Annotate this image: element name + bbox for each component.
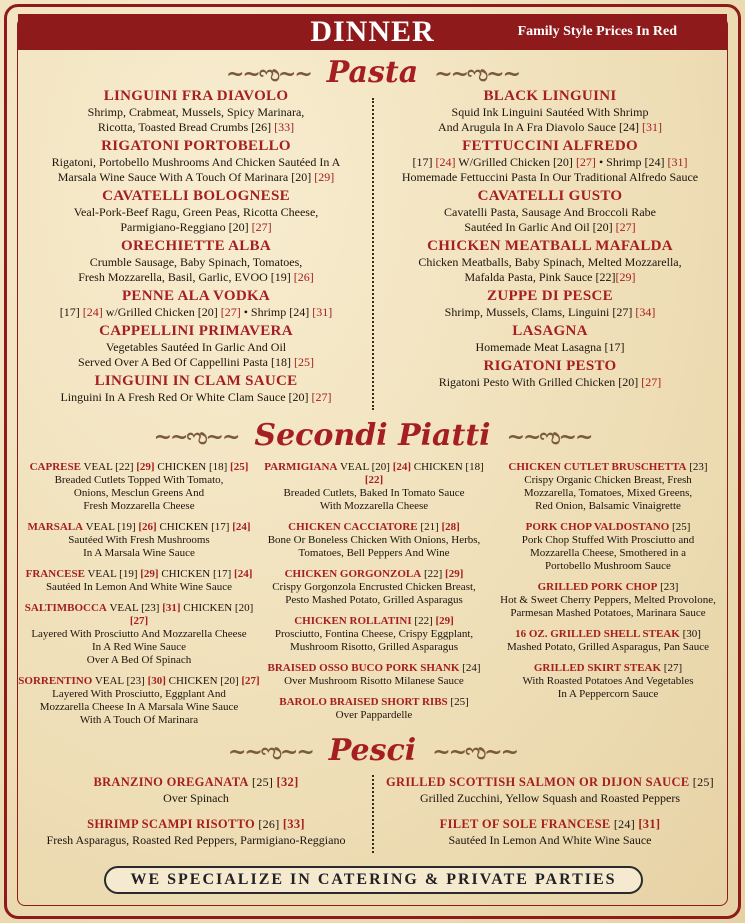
pasta-title-row bbox=[0, 55, 745, 90]
family-price: [34] bbox=[635, 305, 656, 319]
description-text: Sautéed In Garlic And Oil [20] bbox=[464, 220, 616, 234]
price-label: [25] bbox=[669, 521, 691, 533]
family-price: [27] bbox=[251, 220, 272, 234]
family-price: [27] bbox=[220, 305, 241, 319]
secondi-title-row bbox=[0, 418, 745, 453]
family-price: [32] bbox=[276, 775, 299, 789]
catering-banner: WE SPECIALIZE IN CATERING & PRIVATE PARTIES bbox=[104, 866, 643, 894]
price-label: [23] bbox=[657, 581, 679, 593]
price-label: VEAL [22] bbox=[80, 461, 137, 473]
description-text: Ricotta, Toasted Bread Crumbs [26] bbox=[97, 120, 275, 134]
description-text: W/Grilled Chicken [20] bbox=[455, 155, 576, 169]
menu-item-heading bbox=[258, 568, 490, 581]
swirl-ornament-icon: ~~ಌ~~ bbox=[227, 739, 313, 765]
menu-item-name: MARSALA bbox=[27, 521, 84, 533]
family-price: [27] bbox=[241, 675, 260, 687]
menu-item-description: Breaded Cutlets, Baked In Tomato Sauce bbox=[283, 487, 465, 499]
menu-item-description: Onions, Mesclun Greens And bbox=[73, 487, 205, 499]
menu-item-heading bbox=[18, 675, 260, 688]
menu-item-name: CHICKEN GORGONZOLA bbox=[284, 568, 422, 580]
menu-item-description bbox=[26, 340, 366, 355]
menu-item-description bbox=[380, 305, 720, 320]
price-label: [25] bbox=[447, 696, 469, 708]
menu-item-name: CHICKEN ROLLATINI bbox=[294, 615, 412, 627]
price-label: VEAL [23] bbox=[92, 675, 148, 687]
menu-item-name: FILET OF SOLE FRANCESE bbox=[439, 817, 611, 831]
price-label: [30] bbox=[679, 628, 701, 640]
description-text: Shrimp, Mussels, Clams, Linguini [27] bbox=[444, 305, 636, 319]
menu-item-description: Fresh Mozzarella Cheese bbox=[83, 500, 195, 512]
menu-item-description bbox=[380, 205, 720, 220]
menu-item-name: BRANZINO OREGANATA bbox=[93, 775, 249, 789]
menu-item-name: ORECHIETTE ALBA bbox=[121, 238, 271, 254]
menu-item-description: Prosciutto, Fontina Cheese, Crispy Eggplant, bbox=[274, 628, 474, 640]
header-bar bbox=[18, 14, 727, 50]
family-price: [29] bbox=[435, 615, 454, 627]
description-text: Marsala Wine Sauce With A Touch Of Marinara [20] bbox=[57, 170, 315, 184]
family-price: [29] bbox=[314, 170, 335, 184]
description-text: Linguini In A Fresh Red Or White Clam Sauce [20] bbox=[60, 390, 312, 404]
menu-item-description: With Roasted Potatoes And Vegetables bbox=[522, 675, 694, 687]
price-label: CHICKEN [18] bbox=[411, 461, 484, 473]
menu-item-name: GRILLED SKIRT STEAK bbox=[533, 662, 662, 674]
family-price: [26] bbox=[293, 270, 314, 284]
price-label: [25] bbox=[248, 775, 277, 789]
menu-item-heading bbox=[258, 696, 490, 709]
menu-item-heading bbox=[490, 461, 726, 474]
family-price: [27] bbox=[129, 615, 149, 627]
price-label: CHICKEN [17] bbox=[158, 568, 235, 580]
menu-item-name: RIGATONI PORTOBELLO bbox=[101, 138, 291, 154]
description-text: Rigatoni, Portobello Mushrooms And Chicken Sautéed In A bbox=[51, 155, 341, 169]
menu-item-description bbox=[26, 205, 366, 220]
menu-item-name: BAROLO BRAISED SHORT RIBS bbox=[279, 696, 448, 708]
menu-item-heading bbox=[18, 461, 260, 474]
menu-item-heading bbox=[490, 581, 726, 594]
menu-item-description bbox=[26, 120, 366, 135]
description-text: Squid Ink Linguini Sautéed With Shrimp bbox=[451, 105, 649, 119]
description-text: And Arugula In A Fra Diavolo Sauce [24] bbox=[438, 120, 642, 134]
menu-item-description: Mozzarella Cheese In A Marsala Wine Sauce bbox=[39, 701, 239, 713]
menu-item-name: GRILLED PORK CHOP bbox=[537, 581, 658, 593]
menu-item-description: Over Pappardelle bbox=[335, 709, 413, 721]
family-price: [24] bbox=[234, 568, 253, 580]
pasta-title: Pasta bbox=[326, 55, 419, 90]
description-text: [17] bbox=[59, 305, 83, 319]
menu-item-description: Hot & Sweet Cherry Peppers, Melted Provolone, bbox=[500, 594, 716, 606]
menu-item-description: With A Touch Of Marinara bbox=[79, 714, 199, 726]
menu-item-name: SHRIMP SCAMPI RISOTTO bbox=[87, 817, 256, 831]
menu-item-description bbox=[380, 170, 720, 185]
menu-item-description: Parmesan Mashed Potatoes, Marinara Sauce bbox=[510, 607, 706, 619]
menu-item-description: Grilled Zucchini, Yellow Squash and Roasted Peppers bbox=[420, 791, 680, 805]
menu-item-description bbox=[26, 270, 366, 285]
family-price: [33] bbox=[282, 817, 305, 831]
pasta-divider bbox=[372, 98, 374, 410]
pasta-left-column bbox=[26, 88, 366, 408]
menu-item-heading bbox=[18, 568, 260, 581]
family-price: [29] bbox=[136, 461, 155, 473]
menu-item-name: PENNE ALA VODKA bbox=[121, 288, 271, 304]
menu-item-name: CHICKEN CUTLET BRUSCHETTA bbox=[508, 461, 687, 473]
menu-item-name: SORRENTINO bbox=[18, 675, 93, 687]
price-label: CHICKEN [20] bbox=[165, 675, 242, 687]
family-price: [28] bbox=[441, 521, 460, 533]
menu-item-description bbox=[380, 220, 720, 235]
family-price: [33] bbox=[274, 120, 295, 134]
menu-item-heading bbox=[490, 628, 726, 641]
description-text: Homemade Meat Lasagna [17] bbox=[475, 340, 625, 354]
family-price: [29] bbox=[140, 568, 159, 580]
menu-item-description: Tomatoes, Bell Peppers And Wine bbox=[298, 547, 450, 559]
menu-item-description: In A Peppercorn Sauce bbox=[557, 688, 659, 700]
family-price: [31] bbox=[641, 120, 662, 134]
family-price: [29] bbox=[615, 270, 636, 284]
price-label: [27] bbox=[661, 662, 683, 674]
menu-item-name: CHICKEN CACCIATORE bbox=[288, 521, 418, 533]
pesci-title: Pesci bbox=[328, 733, 417, 768]
pesci-title-row bbox=[0, 733, 745, 768]
menu-item-description: Mozzarella Cheese, Smothered in a bbox=[529, 547, 687, 559]
menu-item-heading bbox=[380, 774, 720, 791]
menu-item-name: PORK CHOP VALDOSTANO bbox=[525, 521, 670, 533]
family-price: [25] bbox=[230, 461, 249, 473]
price-label: VEAL [19] bbox=[83, 521, 139, 533]
menu-item-name: BLACK LINGUINI bbox=[483, 88, 617, 104]
description-text: w/Grilled Chicken [20] bbox=[102, 305, 221, 319]
swirl-ornament-icon: ~~ಌ~~ bbox=[153, 424, 239, 450]
menu-item-description: Portobello Mushroom Sauce bbox=[545, 560, 671, 572]
menu-item-description: Fresh Asparagus, Roasted Red Peppers, Parmigiano-Reggiano bbox=[46, 833, 346, 847]
menu-item-description: Sautéed In Lemon And White Wine Sauce bbox=[45, 581, 233, 593]
menu-item-heading bbox=[26, 774, 366, 791]
description-text: Crumble Sausage, Baby Spinach, Tomatoes, bbox=[89, 255, 303, 269]
menu-item-heading bbox=[258, 615, 490, 628]
family-price: [27] bbox=[641, 375, 662, 389]
secondi-title: Secondi Piatti bbox=[254, 418, 491, 453]
menu-item-heading bbox=[490, 662, 726, 675]
menu-item-name: FRANCESE bbox=[25, 568, 85, 580]
menu-item-description bbox=[26, 355, 366, 370]
swirl-ornament-icon: ~~ಌ~~ bbox=[506, 424, 592, 450]
menu-item-name: CHICKEN MEATBALL MAFALDA bbox=[427, 238, 673, 254]
menu-item-description bbox=[26, 170, 366, 185]
price-label: CHICKEN [20] bbox=[180, 602, 254, 614]
menu-item-description: With Mozzarella Cheese bbox=[319, 500, 429, 512]
menu-item-description bbox=[380, 155, 720, 170]
menu-item-description bbox=[380, 255, 720, 270]
menu-item-description bbox=[380, 120, 720, 135]
price-label: CHICKEN [17] bbox=[156, 521, 233, 533]
menu-item-name: LINGUINI IN CLAM SAUCE bbox=[94, 373, 298, 389]
menu-item-description: Mushroom Risotto, Grilled Asparagus bbox=[289, 641, 459, 653]
family-price: [27] bbox=[575, 155, 596, 169]
price-label: CHICKEN [18] bbox=[154, 461, 231, 473]
menu-item-heading bbox=[380, 816, 720, 833]
menu-item-description: Sautéed In Lemon And White Wine Sauce bbox=[448, 833, 652, 847]
pesci-left-column bbox=[26, 774, 366, 858]
price-label: VEAL [19] bbox=[84, 568, 141, 580]
menu-item-description bbox=[380, 340, 720, 355]
menu-item-heading bbox=[258, 521, 490, 534]
menu-item-name: CAVATELLI BOLOGNESE bbox=[102, 188, 290, 204]
family-price: [31] bbox=[312, 305, 333, 319]
family-price: [26] bbox=[138, 521, 157, 533]
menu-item-description: Layered With Prosciutto And Mozzarella Cheese bbox=[31, 628, 247, 640]
menu-item-heading bbox=[258, 662, 490, 675]
family-price: [24] bbox=[435, 155, 456, 169]
price-label: [24] bbox=[610, 817, 639, 831]
menu-item-description: Bone Or Boneless Chicken With Onions, Herbs, bbox=[267, 534, 481, 546]
price-label: [26] bbox=[255, 817, 283, 831]
swirl-ornament-icon: ~~ಌ~~ bbox=[432, 739, 518, 765]
menu-item-name: 16 OZ. GRILLED SHELL STEAK bbox=[515, 628, 680, 640]
price-label: [22] bbox=[411, 615, 436, 627]
secondi-column-1 bbox=[18, 461, 260, 735]
menu-item-description: Red Onion, Balsamic Vinaigrette bbox=[535, 500, 681, 512]
description-text: Shrimp, Crabmeat, Mussels, Spicy Marinara, bbox=[87, 105, 305, 119]
header-subtitle: Family Style Prices In Red bbox=[517, 24, 677, 39]
description-text: Mafalda Pasta, Pink Sauce [22] bbox=[464, 270, 616, 284]
menu-item-description bbox=[26, 305, 366, 320]
menu-item-description bbox=[26, 255, 366, 270]
menu-item-description bbox=[26, 220, 366, 235]
price-label: [25] bbox=[689, 775, 714, 789]
family-price: [29] bbox=[445, 568, 464, 580]
description-text: Parmigiano-Reggiano [20] bbox=[120, 220, 252, 234]
secondi-column-2 bbox=[258, 461, 490, 730]
menu-item-name: LINGUINI FRA DIAVOLO bbox=[103, 88, 289, 104]
menu-item-description bbox=[26, 155, 366, 170]
description-text: Cavatelli Pasta, Sausage And Broccoli Rabe bbox=[444, 205, 656, 219]
menu-item-name: PARMIGIANA bbox=[264, 461, 338, 473]
price-label: VEAL [20] bbox=[337, 461, 393, 473]
family-price: [27] bbox=[615, 220, 636, 234]
menu-item-name: GRILLED SCOTTISH SALMON OR DIJON SAUCE bbox=[386, 775, 690, 789]
description-text: [17] bbox=[412, 155, 436, 169]
family-price: [24] bbox=[392, 461, 412, 473]
description-text: Served Over A Bed Of Cappellini Pasta [18] bbox=[78, 355, 294, 369]
menu-item-description: Mashed Potato, Grilled Asparagus, Pan Sauce bbox=[507, 641, 709, 653]
price-label: VEAL [23] bbox=[106, 602, 163, 614]
menu-item-heading bbox=[18, 521, 260, 534]
family-price: [31] bbox=[667, 155, 688, 169]
menu-item-description: Over A Bed Of Spinach bbox=[86, 654, 192, 666]
menu-item-heading bbox=[26, 816, 366, 833]
description-text: • Shrimp [24] bbox=[595, 155, 668, 169]
menu-item-heading bbox=[490, 521, 726, 534]
description-text: • Shrimp [24] bbox=[240, 305, 313, 319]
menu-item-description: In A Marsala Wine Sauce bbox=[83, 547, 195, 559]
menu-item-heading bbox=[258, 461, 490, 487]
description-text: Rigatoni Pesto With Grilled Chicken [20] bbox=[438, 375, 642, 389]
menu-item-description: Pork Chop Stuffed With Prosciutto and bbox=[521, 534, 695, 546]
menu-item-description: Crispy Organic Chicken Breast, Fresh bbox=[524, 474, 692, 486]
family-price: [22] bbox=[364, 474, 384, 486]
family-price: [24] bbox=[82, 305, 103, 319]
pesci-right-column bbox=[380, 774, 720, 858]
menu-item-description bbox=[26, 105, 366, 120]
menu-item-description bbox=[26, 390, 366, 405]
description-text: Vegetables Sautéed In Garlic And Oil bbox=[105, 340, 287, 354]
family-price: [31] bbox=[162, 602, 181, 614]
menu-item-name: CAVATELLI GUSTO bbox=[477, 188, 623, 204]
menu-item-name: SALTIMBOCCA bbox=[24, 602, 107, 614]
pesci-divider bbox=[372, 775, 374, 853]
menu-item-description: In A Red Wine Sauce bbox=[91, 641, 187, 653]
description-text: Chicken Meatballs, Baby Spinach, Melted Mozzarella, bbox=[418, 255, 682, 269]
menu-item-description bbox=[380, 105, 720, 120]
menu-item-description bbox=[380, 375, 720, 390]
menu-item-name: LASAGNA bbox=[512, 323, 588, 339]
menu-item-name: BRAISED OSSO BUCO PORK SHANK bbox=[267, 662, 460, 674]
menu-item-description: Layered With Prosciutto, Eggplant And bbox=[52, 688, 226, 700]
menu-item-description: Pesto Mashed Potato, Grilled Asparagus bbox=[285, 594, 463, 606]
menu-item-name: CAPRESE bbox=[29, 461, 81, 473]
price-label: [22] bbox=[421, 568, 446, 580]
price-label: [24] bbox=[459, 662, 481, 674]
secondi-column-3 bbox=[490, 461, 726, 709]
page-title: DINNER bbox=[310, 15, 435, 48]
menu-item-description: Sautéed With Fresh Mushrooms bbox=[68, 534, 210, 546]
price-label: [21] bbox=[417, 521, 442, 533]
family-price: [30] bbox=[147, 675, 166, 687]
family-price: [24] bbox=[232, 521, 251, 533]
menu-item-name: RIGATONI PESTO bbox=[483, 358, 617, 374]
menu-item-description bbox=[380, 270, 720, 285]
price-label: [23] bbox=[686, 461, 708, 473]
swirl-ornament-icon: ~~ಌ~~ bbox=[225, 61, 311, 87]
menu-item-heading bbox=[18, 602, 260, 628]
description-text: Veal-Pork-Beef Ragu, Green Peas, Ricotta Cheese, bbox=[73, 205, 319, 219]
description-text: Fresh Mozzarella, Basil, Garlic, EVOO [19] bbox=[78, 270, 294, 284]
menu-item-name: FETTUCCINI ALFREDO bbox=[462, 138, 638, 154]
menu-item-description: Over Mushroom Risotto Milanese Sauce bbox=[284, 675, 464, 687]
menu-item-description: Over Spinach bbox=[163, 791, 229, 805]
family-price: [27] bbox=[311, 390, 332, 404]
swirl-ornament-icon: ~~ಌ~~ bbox=[434, 61, 519, 87]
family-price: [25] bbox=[293, 355, 314, 369]
menu-item-description: Breaded Cutlets Topped With Tomato, bbox=[54, 474, 224, 486]
description-text: Homemade Fettuccini Pasta In Our Traditional Alfredo Sauce bbox=[401, 170, 699, 184]
menu-item-name: ZUPPE DI PESCE bbox=[487, 288, 613, 304]
menu-item-description: Mozzarella, Tomatoes, Mixed Greens, bbox=[523, 487, 693, 499]
pasta-right-column bbox=[380, 88, 720, 393]
menu-item-description: Crispy Gorgonzola Encrusted Chicken Breast, bbox=[272, 581, 476, 593]
menu-item-name: CAPPELLINI PRIMAVERA bbox=[99, 323, 293, 339]
family-price: [31] bbox=[638, 817, 661, 831]
